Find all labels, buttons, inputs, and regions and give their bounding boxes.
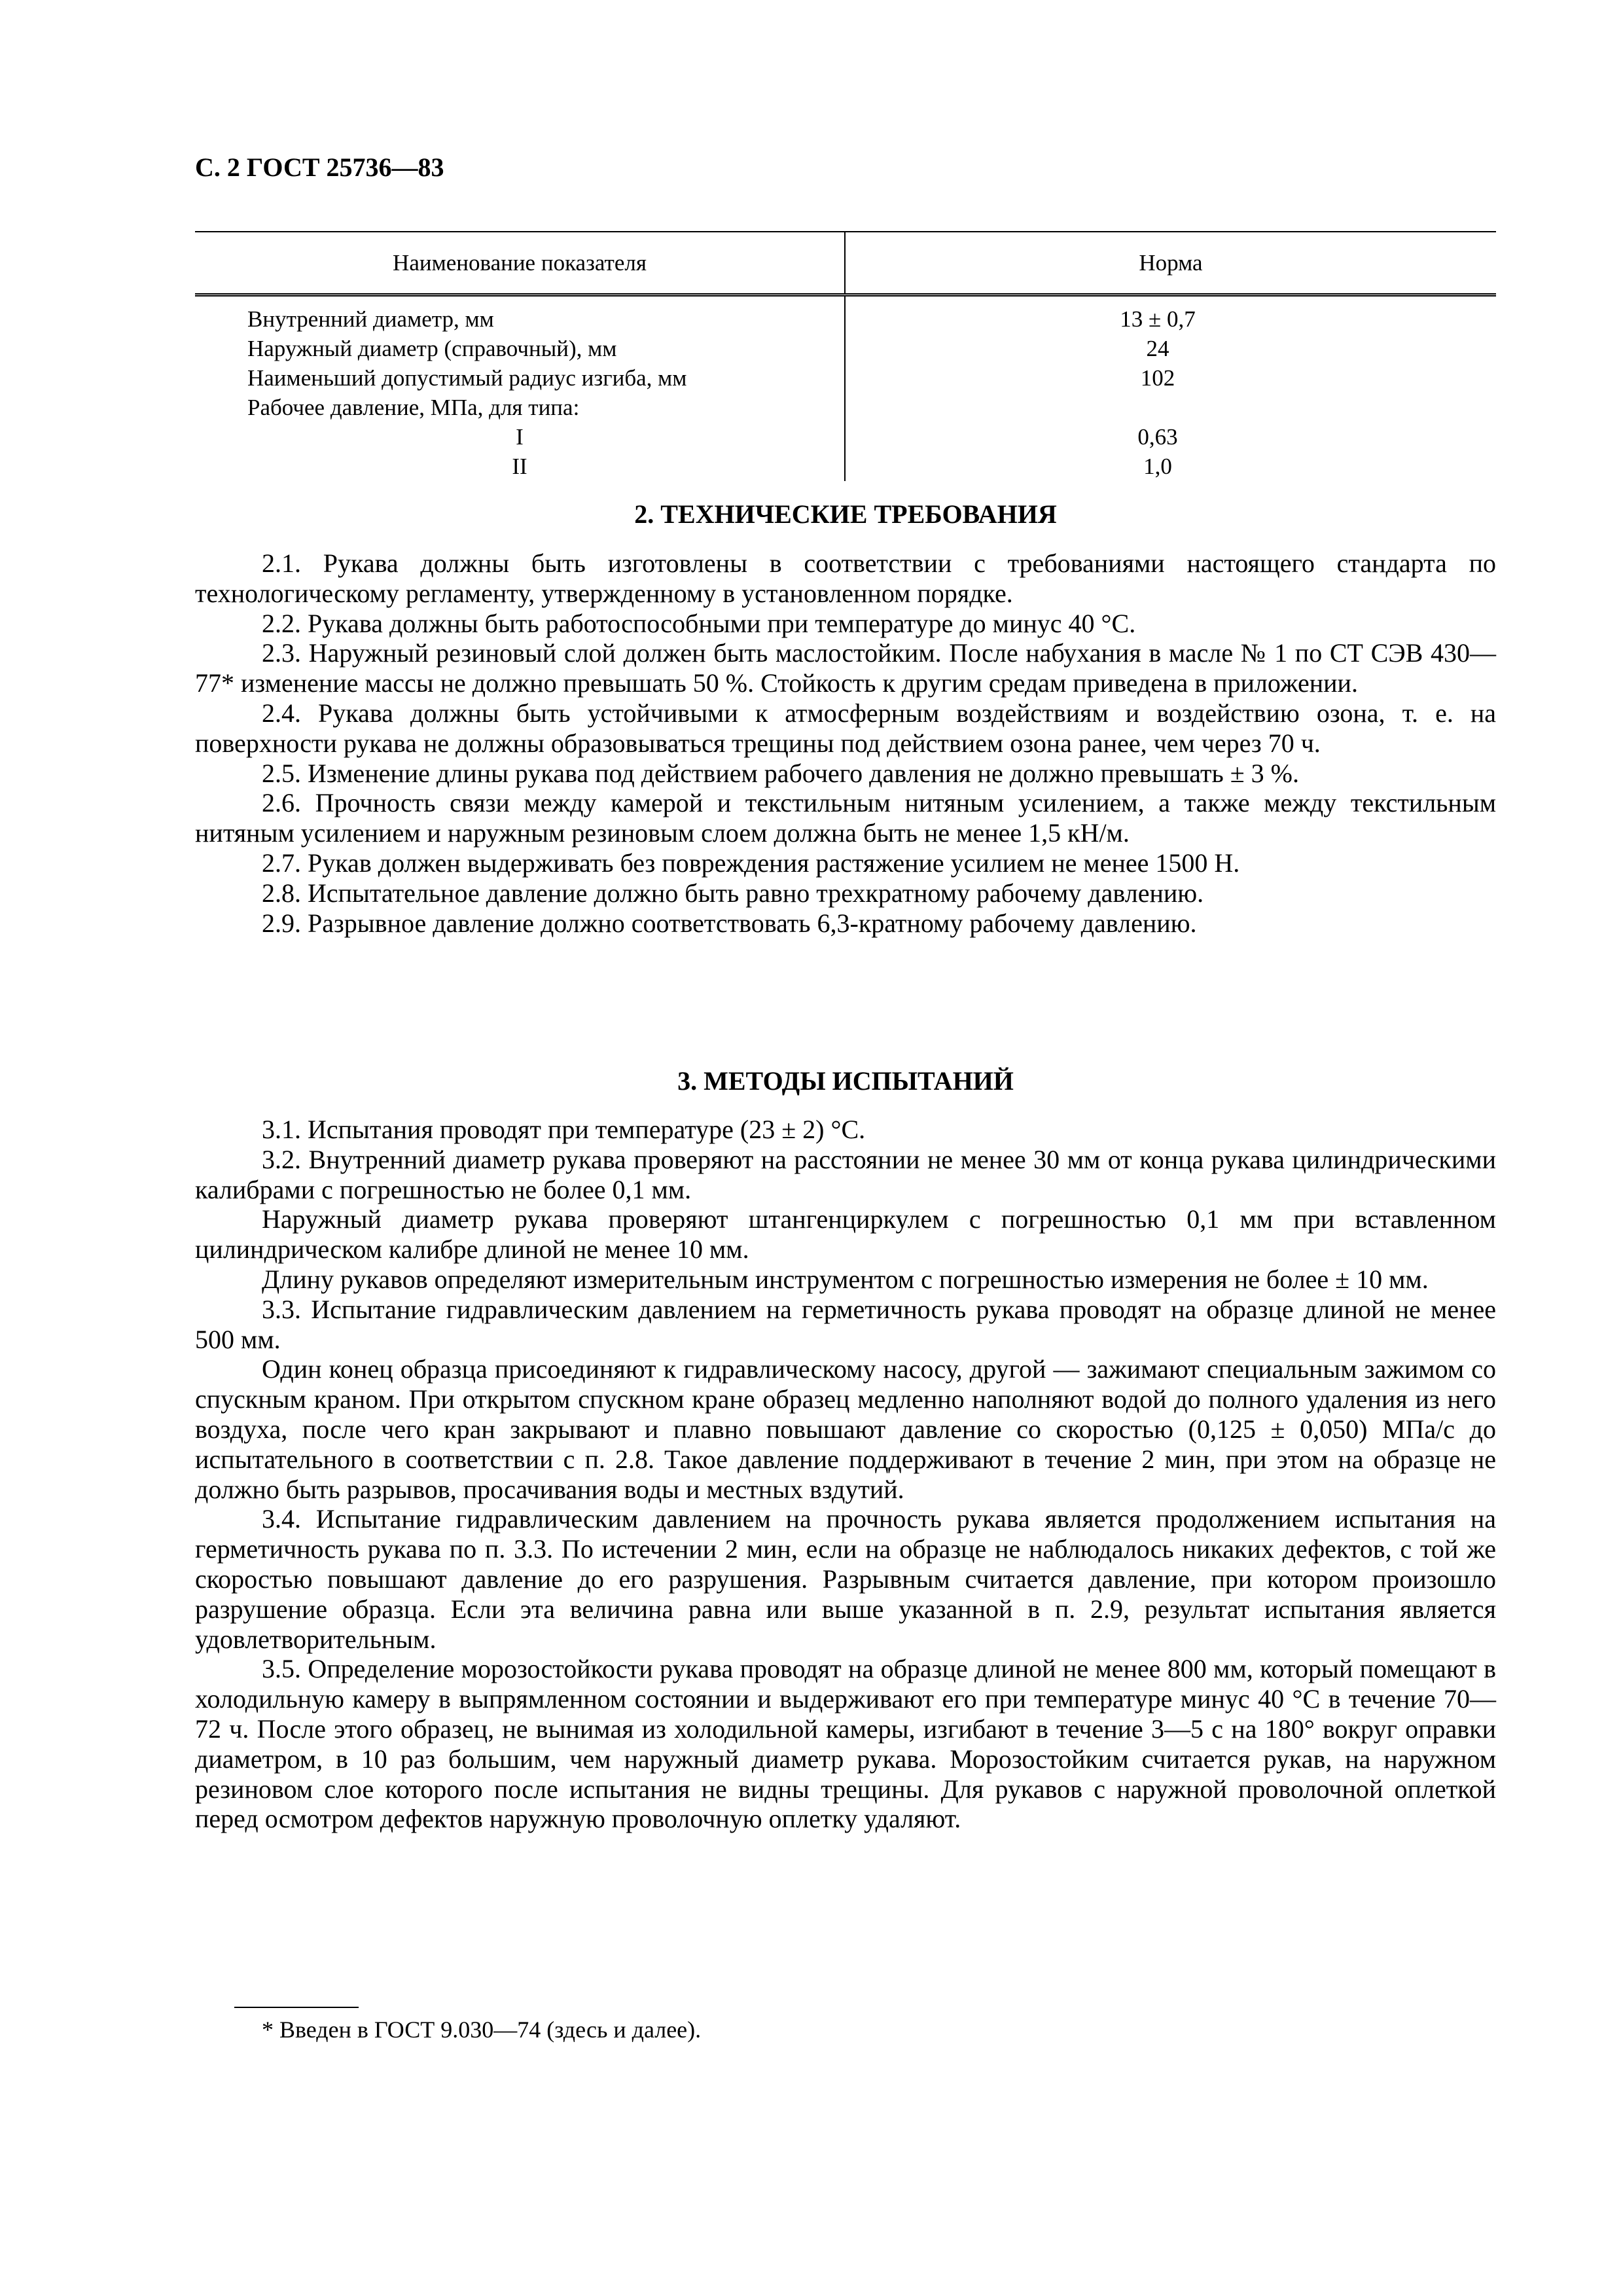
paragraph-2-4: 2.4. Рукава должны быть устойчивыми к атмосферным воздействиям и воздействию озона, т. е. на поверхности рукава не должны образовываться трещины под действием озона ранее, чем через 70 ч. [195, 698, 1496, 758]
row-value: 1,0 [1143, 454, 1172, 479]
row-value: 0,63 [1137, 424, 1178, 450]
table-row [195, 334, 1496, 363]
paragraph-3-3-procedure: Один конец образца присоединяют к гидравлическому насосу, другой — зажимают специальным зажимом со спускным краном. При открытом спускном кране образец медленно наполняют водой до полного удаления из него воздуха, после чего кран закрывают и плавно повышают давление со скоростью (0,125 ± 0,050) МПа/с до испытательного в соответствии с п. 2.8. Такое давление поддерживают в течение 2 мин, при этом на образце не должно быть разрывов, просачивания воды и местных вздутий. [195, 1354, 1496, 1504]
paragraph-2-3: 2.3. Наружный резиновый слой должен быть маслостойким. После набухания в масле № 1 по СТ СЭВ 430—77* изменение массы не должно превышать 50 %. Стойкость к другим средам приведена в приложении. [195, 638, 1496, 698]
section-technical-requirements [195, 548, 1496, 938]
table-row [195, 393, 1496, 422]
table-row [195, 295, 1496, 334]
row-parameter: II [512, 454, 527, 479]
paragraph-2-7: 2.7. Рукав должен выдерживать без повреждения растяжение усилием не менее 1500 Н. [262, 848, 1240, 878]
row-value: 102 [1140, 365, 1175, 391]
paragraph-2-9: 2.9. Разрывное давление должно соответствовать 6,3-кратному рабочему давлению. [262, 908, 1197, 938]
row-value: 13 ± 0,7 [1120, 306, 1196, 332]
paragraph-3-1: 3.1. Испытания проводят при температуре (23 ± 2) °С. [262, 1115, 866, 1144]
row-value: 24 [1146, 336, 1169, 361]
column-header-norm: Норма [845, 232, 1496, 295]
table-row [195, 422, 1496, 452]
paragraph-2-6: 2.6. Прочность связи между камерой и текстильным нитяным усилением, а также между текстильным нитяным усилением и наружным резиновым слоем должна быть не менее 1,5 кН/м. [195, 788, 1496, 848]
row-parameter: Внутренний диаметр, мм [247, 306, 494, 332]
paragraph-3-3: 3.3. Испытание гидравлическим давлением на герметичность рукава проводят на образце длиной не менее 500 мм. [195, 1294, 1496, 1354]
table-row [195, 452, 1496, 481]
row-parameter: Рабочее давление, МПа, для типа: [247, 395, 580, 420]
table-row [195, 363, 1496, 393]
row-parameter: Наружный диаметр (справочный), мм [247, 336, 617, 361]
paragraph-2-5: 2.5. Изменение длины рукава под действием рабочего давления не должно превышать ± 3 %. [262, 758, 1299, 788]
section-title-test-methods: 3. МЕТОДЫ ИСПЫТАНИЙ [677, 1066, 1014, 1096]
footnote-divider [234, 2007, 359, 2008]
paragraph-2-2: 2.2. Рукава должны быть работоспособными при температуре до минус 40 °С. [262, 608, 1136, 638]
footnote: * Введен в ГОСТ 9.030—74 (здесь и далее). [262, 2017, 702, 2043]
paragraph-2-1: 2.1. Рукава должны быть изготовлены в соответствии с требованиями настоящего стандарта по технологическому регламенту, утвержденному в установленном порядке. [195, 548, 1496, 608]
paragraph-2-8: 2.8. Испытательное давление должно быть равно трехкратному рабочему давлению. [262, 878, 1204, 908]
row-value [846, 393, 1470, 422]
paragraph-3-5: 3.5. Определение морозостойкости рукава проводят на образце длиной не менее 800 мм, который помещают в холодильную камеру в выпрямленном состоянии и выдерживают его при температуре минус 40 °С в течение 70—72 ч. После этого образец, не вынимая из холодильной камеры, изгибают в течение 3—5 с на 180° вокруг оправки диаметром, в 10 раз большим, чем наружный диаметр рукава. Морозостойким считается рукав, на наружном резиновом слое которого после испытания не видны трещины. Для рукавов с наружной проволочной оплеткой перед осмотром дефектов наружную проволочную оплетку удаляют. [195, 1654, 1496, 1834]
row-parameter: I [516, 424, 524, 450]
specification-table [195, 231, 1496, 481]
page-header: С. 2 ГОСТ 25736—83 [195, 152, 444, 182]
table-header-row [195, 232, 1496, 295]
paragraph-3-2-outer-diameter: Наружный диаметр рукава проверяют штангенциркулем с погрешностью 0,1 мм при вставленном цилиндрическом калибре длиной не менее 10 мм. [195, 1204, 1496, 1265]
section-test-methods [195, 1115, 1496, 1834]
section-title-technical-requirements: 2. ТЕХНИЧЕСКИЕ ТРЕБОВАНИЯ [634, 499, 1057, 529]
paragraph-3-2-length: Длину рукавов определяют измерительным инструментом с погрешностью измерения не более ± 10 мм. [262, 1264, 1429, 1294]
paragraph-3-4: 3.4. Испытание гидравлическим давлением на прочность рукава является продолжением испытания на герметичность рукава по п. 3.3. По истечении 2 мин, если на образце не наблюдалось никаких дефектов, с той же скоростью повышают давление до его разрушения. Разрывным считается давление, при котором произошло разрушение образца. Если эта величина равна или выше указанной в п. 2.9, результат испытания является удовлетворительным. [195, 1504, 1496, 1654]
row-parameter: Наименьший допустимый радиус изгиба, мм [247, 365, 687, 391]
paragraph-3-2: 3.2. Внутренний диаметр рукава проверяют на расстоянии не менее 30 мм от конца рукава цилиндрическими калибрами с погрешностью не более 0,1 мм. [195, 1144, 1496, 1204]
column-header-parameter: Наименование показателя [195, 232, 845, 295]
